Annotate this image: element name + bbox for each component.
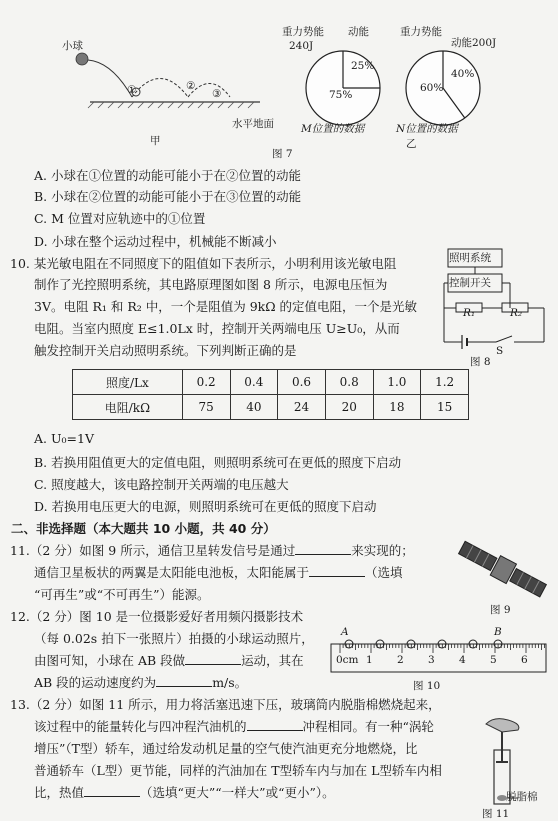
figure-left-label: 甲 bbox=[150, 135, 161, 147]
ruler-tick-label: 6 bbox=[521, 654, 528, 666]
q11-line-3: “可再生”或“不可再生”）能源。 bbox=[34, 587, 210, 602]
ruler-tick-label: 3 bbox=[428, 654, 435, 666]
ground-hatch bbox=[88, 102, 254, 108]
section-2-heading: 二、非选择题（本大题共 10 小题，共 40 分） bbox=[11, 521, 276, 536]
q11-line-1: 11.（2 分）如图 9 所示，通信卫星转发信号是通过 来实现的； bbox=[10, 543, 414, 558]
q10-option-b: B. 若换用阻值更大的定值电阻，则照明系统可在更低的照度下启动 bbox=[34, 455, 402, 470]
q13-line-3: 增压”（T型）轿车，通过给发动机足量的空气使汽油更充分地燃烧，比 bbox=[34, 741, 418, 756]
table-cell: 0.4 bbox=[230, 370, 278, 395]
q12-line-4: AB 段的运动速度约为 m/s。 bbox=[34, 675, 248, 690]
pie-m-pe-value: 240J bbox=[289, 40, 314, 52]
table-cell: 1.0 bbox=[373, 370, 421, 395]
q9-option-d: D. 小球在整个运动过程中，机械能不断减小 bbox=[34, 234, 277, 249]
table-cell: 15 bbox=[421, 395, 469, 420]
q9-option-a: A. 小球在①位置的动能可能小于在②位置的动能 bbox=[34, 168, 301, 183]
trajectory-diagram bbox=[60, 40, 290, 125]
pie-m-pe-label: 重力势能 bbox=[282, 26, 324, 38]
table-cell: 20 bbox=[325, 395, 373, 420]
ruler-tick-label: 4 bbox=[459, 654, 466, 666]
table-cell: 24 bbox=[278, 395, 326, 420]
figure-11-caption: 图 11 bbox=[482, 808, 510, 820]
ruler-tick-label: 0cm bbox=[336, 654, 359, 666]
position-1-label: ① bbox=[127, 84, 137, 96]
table-header-resistance: 电阻/kΩ bbox=[73, 395, 183, 420]
table-cell: 40 bbox=[230, 395, 278, 420]
ground-label: 水平地面 bbox=[232, 118, 274, 130]
q9-option-b: B. 小球在②位置的动能可能小于在③位置的动能 bbox=[34, 189, 302, 204]
ruler-tick-label: 1 bbox=[366, 654, 373, 666]
table-cell: 0.2 bbox=[182, 370, 230, 395]
position-2-label: ② bbox=[186, 80, 196, 92]
table-header-illuminance: 照度/Lx bbox=[73, 370, 183, 395]
stroboscopic-ruler bbox=[330, 636, 548, 676]
figure-9-caption: 图 9 bbox=[490, 604, 511, 616]
q12-blank-1[interactable] bbox=[185, 652, 241, 665]
table-row bbox=[73, 395, 469, 420]
pie-m-caption: M位置的数据 bbox=[301, 123, 365, 135]
ball-label: 小球 bbox=[62, 40, 83, 52]
cotton-label: 脱脂棉 bbox=[506, 791, 538, 803]
q13-line-5: 比，热值 （选填“更大”“一样大”或“更小”）。 bbox=[34, 785, 335, 800]
q10-option-a: A. U₀=1V bbox=[34, 431, 94, 446]
pie-n-pe-pct: 60% bbox=[420, 82, 444, 94]
q11-blank-2[interactable] bbox=[309, 564, 365, 577]
q13-blank-2[interactable] bbox=[84, 784, 140, 797]
switch-label: S bbox=[496, 345, 504, 357]
pie-n-ke-pct: 40% bbox=[451, 68, 475, 80]
pie-m-ke-pct: 25% bbox=[351, 60, 375, 72]
q10-option-c: C. 照度越大，该电路控制开关两端的电压越大 bbox=[34, 477, 289, 492]
satellite-icon bbox=[452, 540, 552, 602]
q9-option-c: C. M 位置对应轨迹中的①位置 bbox=[34, 211, 206, 226]
figure-7-caption: 图 7 bbox=[272, 148, 293, 160]
q12-blank-2[interactable] bbox=[156, 674, 212, 687]
q12-line-3: 由图可知，小球在 AB 段做 运动，其在 bbox=[34, 653, 304, 668]
pie-n-pe-label: 重力势能 bbox=[400, 26, 442, 38]
lighting-system-box: 照明系统 bbox=[449, 252, 491, 264]
q12-line-2: （每 0.02s 拍下一张照片）拍摄的小球运动照片， bbox=[34, 631, 314, 646]
position-3-label: ③ bbox=[212, 88, 222, 100]
q10-line-3: 3V。电阻 R₁ 和 R₂ 中，一个是阻值为 9kΩ 的定值电阻，一个是光敏 bbox=[34, 299, 418, 314]
r1-label: R₁ bbox=[463, 307, 476, 319]
q13-line-4: 普通轿车（L型）更节能，同样的汽油加在 T型轿车内与加在 L型轿车内相 bbox=[34, 763, 442, 778]
pie-m-ke-label: 动能 bbox=[348, 26, 369, 38]
q11-blank-1[interactable] bbox=[295, 542, 351, 555]
table-cell: 0.6 bbox=[278, 370, 326, 395]
control-switch-box: 控制开关 bbox=[449, 277, 491, 289]
table-cell: 75 bbox=[182, 395, 230, 420]
figure-right-label: 乙 bbox=[406, 138, 417, 150]
q13-line-2: 该过程中的能量转化与四冲程汽油机的 冲程相同。有一种“涡轮 bbox=[34, 719, 434, 734]
table-row bbox=[73, 370, 469, 395]
illuminance-resistance-table bbox=[72, 369, 469, 420]
ball-icon bbox=[76, 53, 88, 65]
point-a-label: A bbox=[341, 626, 349, 638]
pie-n-ke-label: 动能200J bbox=[451, 37, 497, 49]
table-cell: 1.2 bbox=[421, 370, 469, 395]
ruler-tick-label: 5 bbox=[490, 654, 497, 666]
q10-line-5: 触发控制开关启动照明系统。下列判断正确的是 bbox=[34, 343, 297, 358]
pie-n-caption: N位置的数据 bbox=[396, 123, 458, 135]
q10-option-d: D. 若换用电压更大的电源，则照明系统可在更低的照度下启动 bbox=[34, 499, 377, 514]
table-cell: 18 bbox=[373, 395, 421, 420]
pie-m-pe-pct: 75% bbox=[329, 89, 353, 101]
q13-blank-1[interactable] bbox=[247, 718, 303, 731]
q12-line-1: 12.（2 分）图 10 是一位摄影爱好者用频闪摄影技术 bbox=[10, 609, 304, 624]
q11-line-2: 通信卫星板状的两翼是太阳能电池板，太阳能属于 （选填 bbox=[34, 565, 403, 580]
r2-label: R₂ bbox=[510, 307, 523, 319]
q10-line-2: 制作了光控照明系统，其电路原理图如图 8 所示，电源电压恒为 bbox=[34, 277, 388, 292]
q10-line-1: 10. 某光敏电阻在不同照度下的阻值如下表所示，小明利用该光敏电阻 bbox=[10, 256, 397, 271]
figure-10-caption: 图 10 bbox=[413, 680, 441, 692]
ruler-tick-label: 2 bbox=[397, 654, 404, 666]
q10-line-4: 电阻。当室内照度 E≤1.0Lx 时，控制开关两端电压 U≥U₀，从而 bbox=[34, 321, 400, 336]
figure-8-caption: 图 8 bbox=[470, 356, 491, 368]
table-cell: 0.8 bbox=[325, 370, 373, 395]
point-b-label: B bbox=[494, 626, 502, 638]
q13-line-1: 13.（2 分）如图 11 所示，用力将活塞迅速下压，玻璃筒内脱脂棉燃烧起来， bbox=[10, 697, 441, 712]
